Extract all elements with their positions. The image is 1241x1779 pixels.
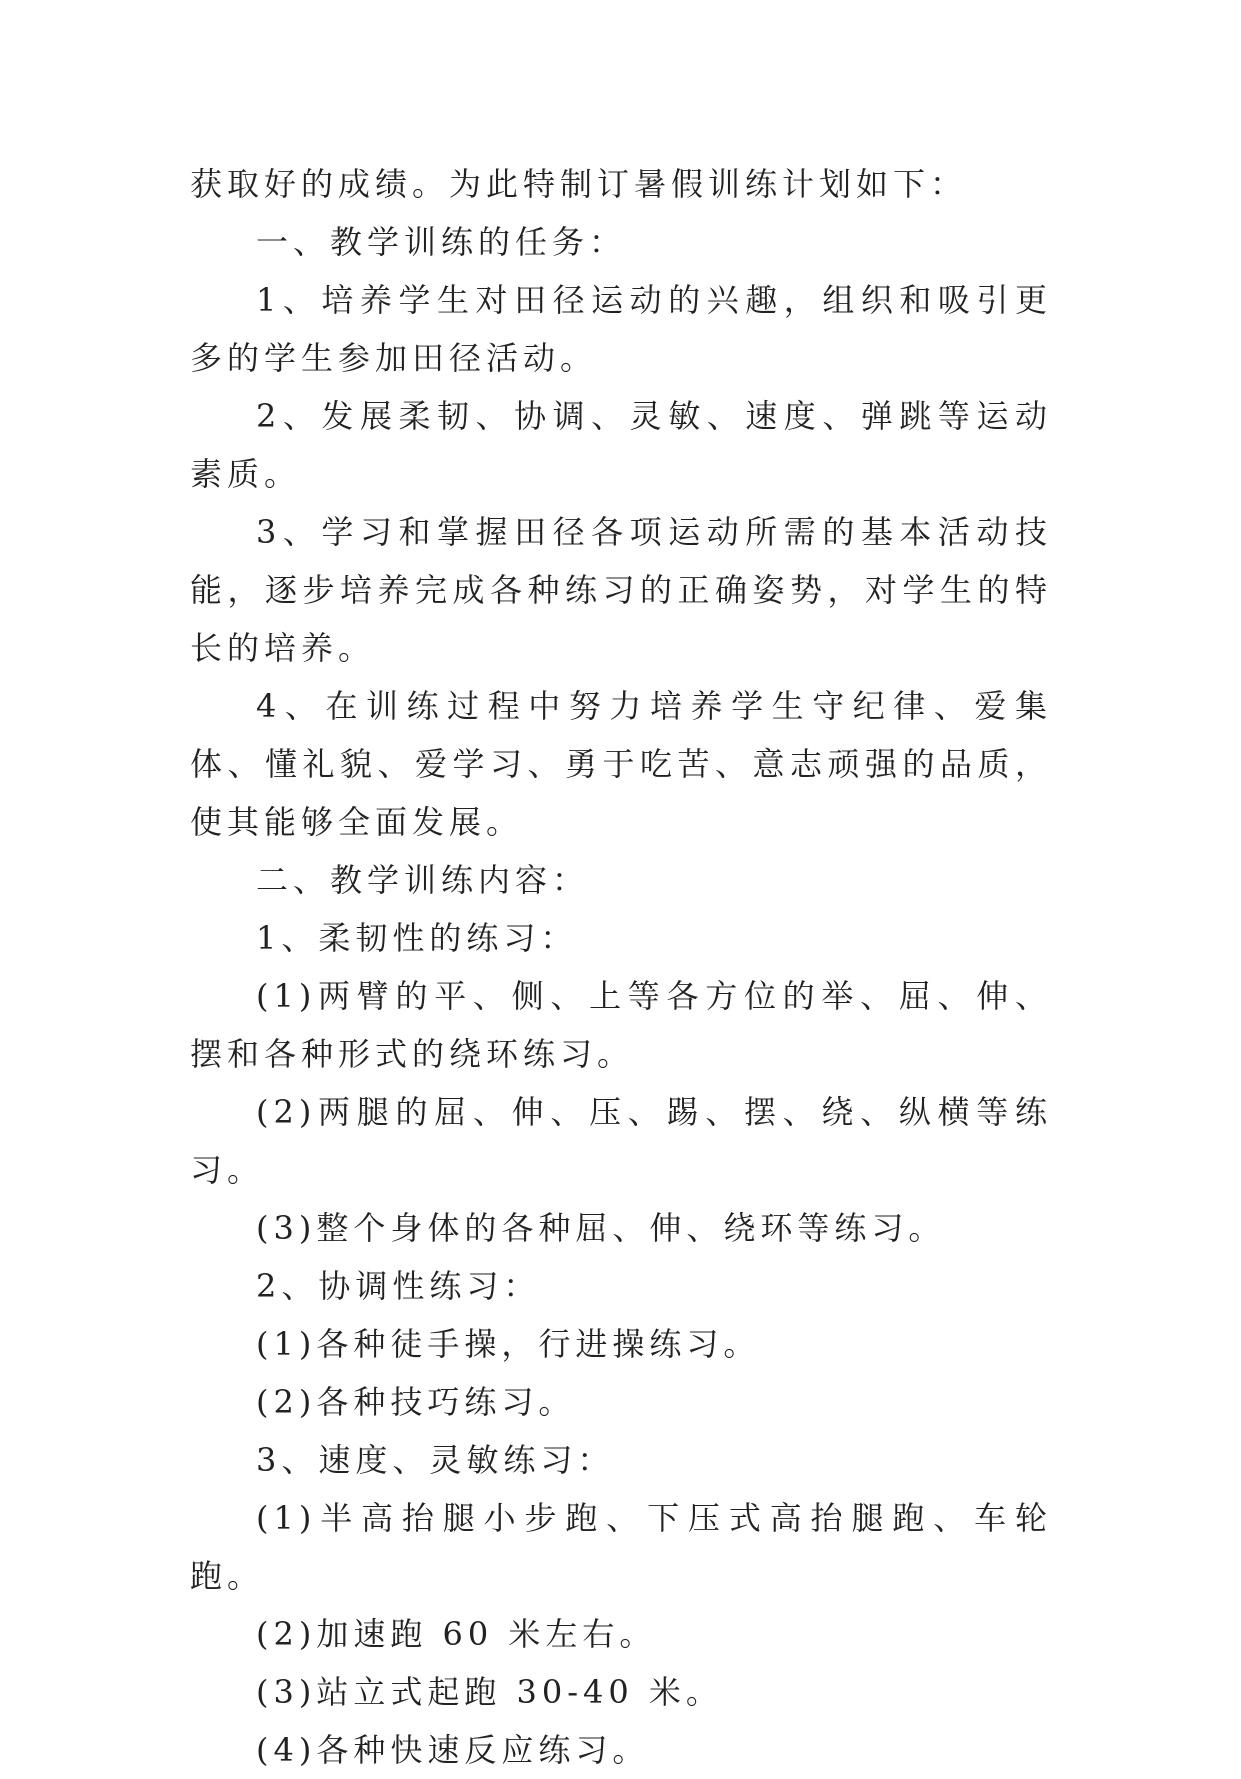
paragraph-task-4: 4、在训练过程中努力培养学生守纪律、爱集体、懂礼貌、爱学习、勇于吃苦、意志顽强的品质，使其能够全面发展。 <box>190 687 1052 841</box>
list-item-speed-2: (2)加速跑 60 米左右。 <box>256 1615 657 1653</box>
list-item-speed-1: (1)半高抬腿小步跑、下压式高抬腿跑、车轮跑。 <box>190 1499 1052 1595</box>
list-item-flexibility-1: (1)两臂的平、侧、上等各方位的举、屈、伸、摆和各种形式的绕环练习。 <box>190 977 1052 1073</box>
document-body <box>190 155 1052 1779</box>
list-item-coordination-1: (1)各种徒手操，行进操练习。 <box>256 1325 761 1363</box>
heading-section-1: 一、教学训练的任务： <box>256 223 627 261</box>
list-item-speed-4: (4)各种快速反应练习。 <box>256 1731 650 1769</box>
list-item-speed-3: (3)站立式起跑 30-40 米。 <box>256 1673 723 1711</box>
paragraph-intro-continuation: 获取好的成绩。为此特制订暑假训练计划如下： <box>190 165 968 203</box>
list-item-flexibility-2: (2)两腿的屈、伸、压、踢、摆、绕、纵横等练习。 <box>190 1093 1052 1189</box>
paragraph-task-3: 3、学习和掌握田径各项运动所需的基本活动技能，逐步培养完成各种练习的正确姿势，对学生的特长的培养。 <box>190 513 1052 667</box>
list-item-coordination-2: (2)各种技巧练习。 <box>256 1383 576 1421</box>
subheading-speed-agility: 3、速度、灵敏练习： <box>256 1441 615 1479</box>
paragraph-task-1: 1、培养学生对田径运动的兴趣，组织和吸引更多的学生参加田径活动。 <box>190 281 1052 377</box>
subheading-flexibility: 1、柔韧性的练习： <box>256 919 578 957</box>
paragraph-task-2: 2、发展柔韧、协调、灵敏、速度、弹跳等运动素质。 <box>190 397 1052 493</box>
list-item-flexibility-3: (3)整个身体的各种屈、伸、绕环等练习。 <box>256 1209 946 1247</box>
heading-section-2: 二、教学训练内容： <box>256 861 590 899</box>
subheading-coordination: 2、协调性练习： <box>256 1267 541 1305</box>
